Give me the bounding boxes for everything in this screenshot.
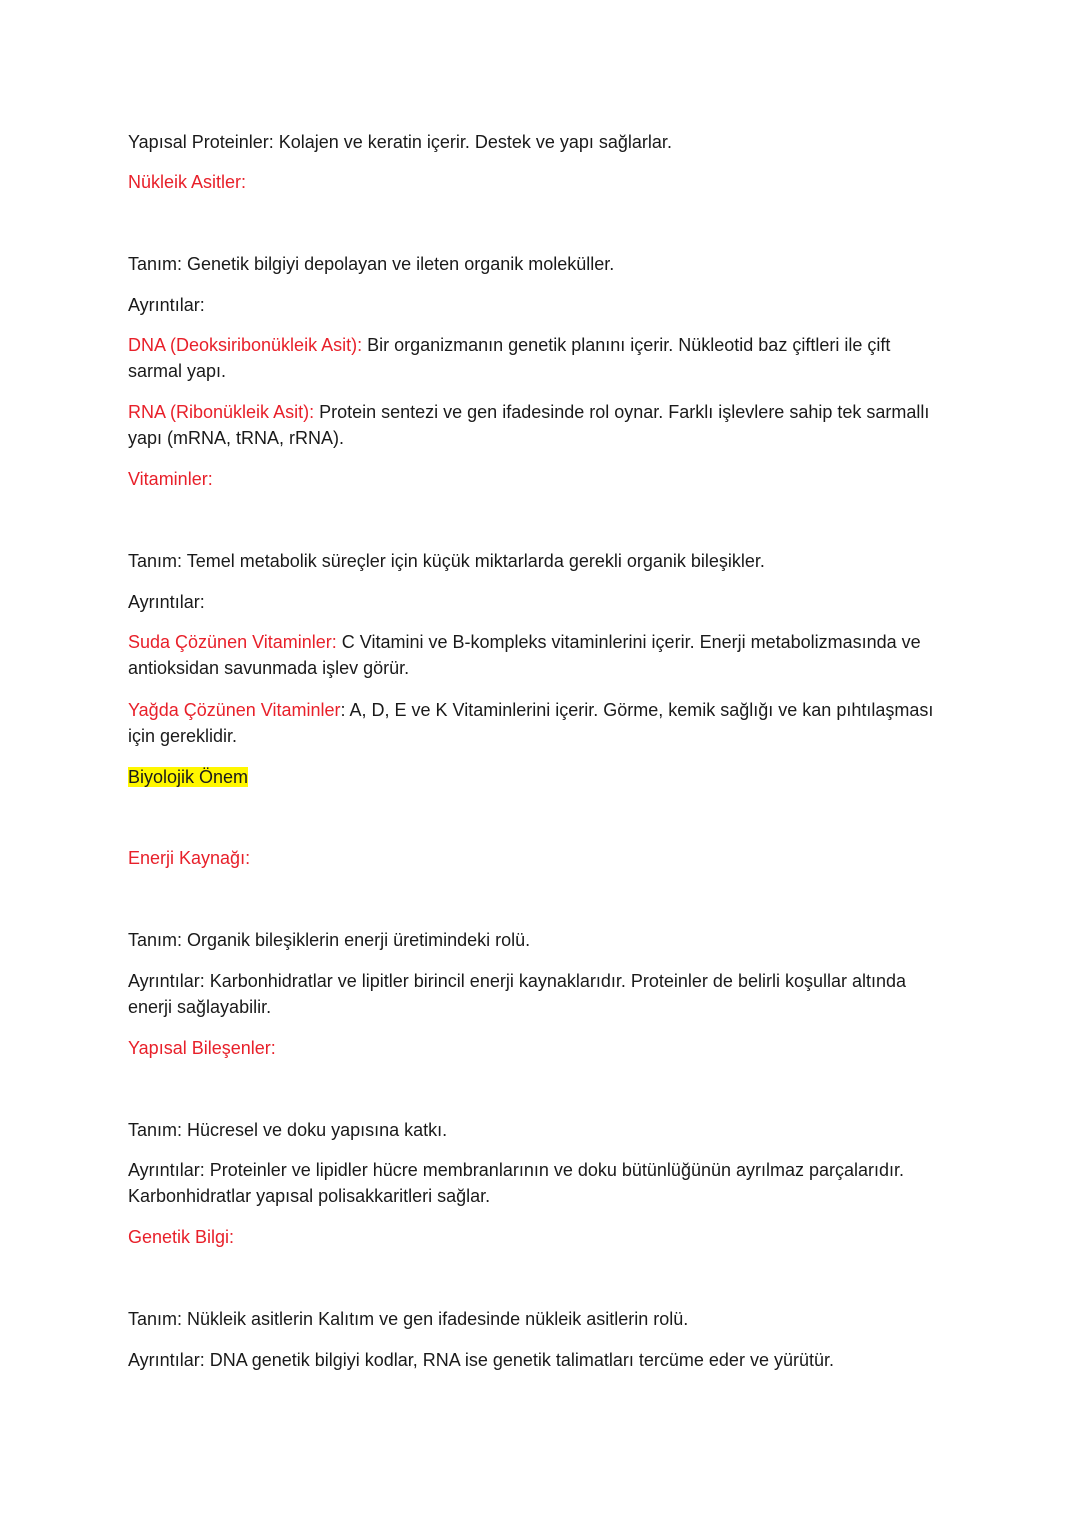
biological-importance-heading: Biyolojik Önem [128, 767, 249, 787]
energy-source-details-line2: enerji sağlayabilir. [128, 997, 272, 1017]
genetic-information-details: Ayrıntılar: DNA genetik bilgiyi kodlar, RNA ise genetik talimatları tercüme eder ve yürütür. [128, 1350, 834, 1370]
fat-soluble-label: Yağda Çözünen Vitaminler [128, 700, 341, 720]
structural-components-details-line1: Ayrıntılar: Proteinler ve lipidler hücre membranlarının ve doku bütünlüğünün ayrılmaz parçalarıdır. [128, 1160, 905, 1180]
structural-components-details-line2: Karbonhidratlar yapısal polisakkaritleri sağlar. [128, 1186, 491, 1206]
rna-paragraph [128, 399, 938, 451]
genetic-information-definition: Tanım: Nükleik asitlerin Kalıtım ve gen ifadesinde nükleik asitlerin rolü. [128, 1309, 689, 1329]
water-soluble-text-line1: C Vitamini ve B-kompleks vitaminlerini içerir. Enerji metabolizmasında ve [336, 632, 921, 652]
energy-source-heading: Enerji Kaynağı: [128, 848, 251, 868]
vitamins-heading: Vitaminler: [128, 469, 213, 489]
water-soluble-label: Suda Çözünen Vitaminler: [128, 632, 337, 652]
fat-soluble-paragraph [128, 697, 938, 749]
dna-paragraph [128, 332, 938, 384]
dna-label: DNA (Deoksiribonükleik Asit): [128, 335, 363, 355]
vitamins-definition: Tanım: Temel metabolik süreçler için küçük miktarlarda gerekli organik bileşikler. [128, 551, 765, 571]
rna-label: RNA (Ribonükleik Asit): [128, 402, 315, 422]
nucleic-acids-heading: Nükleik Asitler: [128, 172, 247, 192]
nucleic-acids-definition: Tanım: Genetik bilgiyi depolayan ve ileten organik moleküller. [128, 254, 615, 274]
energy-source-details [128, 968, 938, 1020]
water-soluble-text-line2: antioksidan savunmada işlev görür. [128, 658, 410, 678]
fat-soluble-text-line2: için gereklidir. [128, 726, 238, 746]
nucleic-acids-details-label: Ayrıntılar: [128, 295, 205, 315]
energy-source-definition: Tanım: Organik bileşiklerin enerji üretimindeki rolü. [128, 930, 531, 950]
rna-text-line2: yapı (mRNA, tRNA, rRNA). [128, 428, 345, 448]
dna-text-line1: Bir organizmanın genetik planını içerir. Nükleotid baz çiftleri ile çift [362, 335, 891, 355]
vitamins-details-label: Ayrıntılar: [128, 592, 205, 612]
water-soluble-paragraph [128, 629, 938, 681]
structural-components-heading: Yapısal Bileşenler: [128, 1038, 276, 1058]
dna-text-line2: sarmal yapı. [128, 361, 227, 381]
structural-proteins-paragraph [128, 129, 938, 155]
energy-source-details-line1: Ayrıntılar: Karbonhidratlar ve lipitler birincil enerji kaynaklarıdır. Proteinler de belirli koşullar altında [128, 971, 907, 991]
structural-proteins-label: Yapısal Proteinler: [128, 132, 274, 152]
structural-proteins-text: Kolajen ve keratin içerir. Destek ve yapı sağlarlar. [273, 132, 672, 152]
structural-components-details [128, 1157, 938, 1209]
fat-soluble-text-line1: : A, D, E ve K Vitaminlerini içerir. Görme, kemik sağlığı ve kan pıhtılaşması [340, 700, 934, 720]
genetic-information-heading: Genetik Bilgi: [128, 1227, 235, 1247]
rna-text-line1: Protein sentezi ve gen ifadesinde rol oynar. Farklı işlevlere sahip tek sarmallı [314, 402, 930, 422]
structural-components-definition: Tanım: Hücresel ve doku yapısına katkı. [128, 1120, 448, 1140]
biological-importance-paragraph [128, 764, 938, 790]
